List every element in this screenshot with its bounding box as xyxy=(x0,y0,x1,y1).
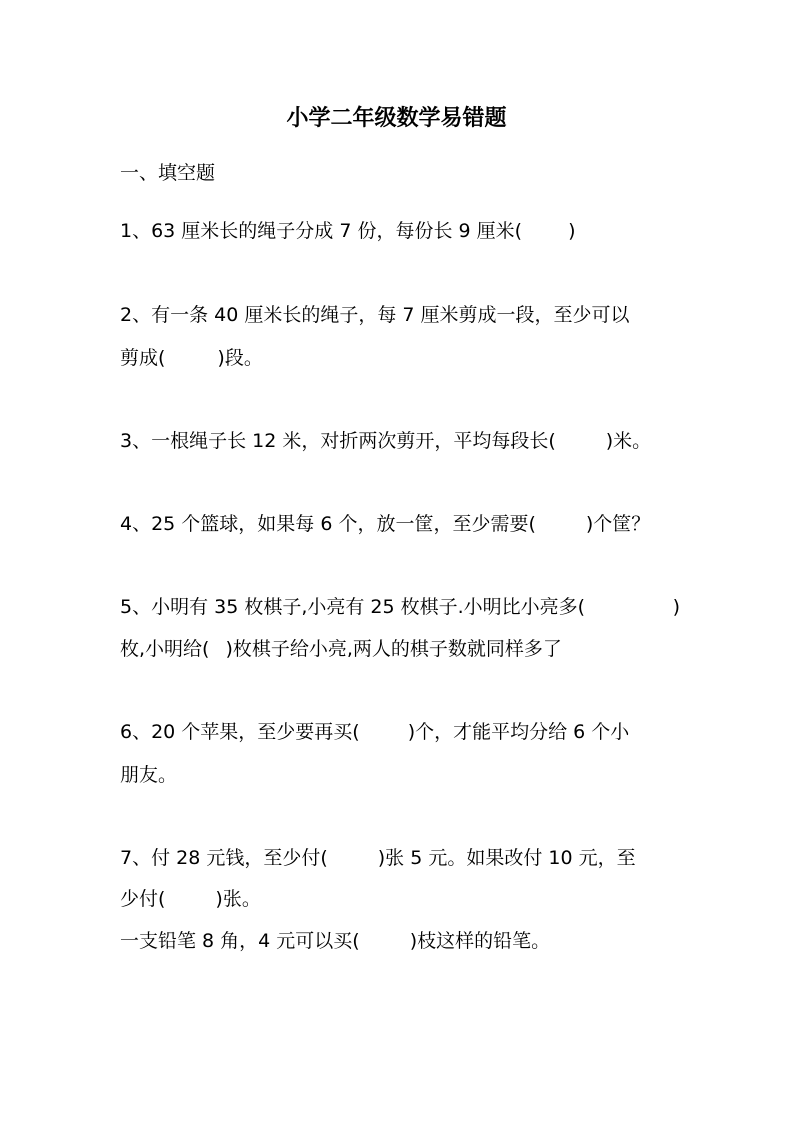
question-8-text-end: )枝这样的铅笔。 xyxy=(409,930,551,952)
page-title: 小学二年级数学易错题 xyxy=(286,106,507,131)
question-4 xyxy=(120,509,680,539)
question-1 xyxy=(120,216,680,246)
question-3-text-end: )米。 xyxy=(605,430,652,452)
question-7-text-2-end: )张。 xyxy=(215,888,261,910)
question-4-text-end: )个筐？ xyxy=(585,513,651,535)
question-7-text-2: 少付( xyxy=(120,888,166,910)
question-5-text-2-end: )枚棋子给小亮,两人的棋子数就同样多了 xyxy=(225,638,562,660)
question-1-text: 1、63 厘米长的绳子分成 7 份，每份长 9 厘米( xyxy=(120,220,523,242)
question-8 xyxy=(120,926,680,956)
question-6-line-1 xyxy=(120,717,680,747)
question-5-line-2 xyxy=(120,634,680,664)
question-2-line-2 xyxy=(120,343,680,373)
section-heading: 一、填空题 xyxy=(120,162,216,184)
question-7-line-1 xyxy=(120,843,680,873)
question-6-line-2: 朋友。 xyxy=(120,764,178,786)
question-2-text-end: )段。 xyxy=(217,347,263,369)
question-6-text: 6、20 个苹果，至少要再买( xyxy=(120,721,360,743)
question-7-text-end: )张 5 元。如果改付 10 元，至 xyxy=(377,847,636,869)
question-7-text: 7、付 28 元钱，至少付( xyxy=(120,847,328,869)
question-6-text-end: )个，才能平均分给 6 个小 xyxy=(407,721,630,743)
question-2-text: 剪成( xyxy=(120,347,166,369)
question-4-text: 4、25 个篮球，如果每 6 个，放一筐，至少需要( xyxy=(120,513,536,535)
question-3-text: 3、一根绳子长 12 米，对折两次剪开，平均每段长( xyxy=(120,430,556,452)
question-5-text-2: 枚,小明给( xyxy=(120,638,210,660)
question-3 xyxy=(120,426,680,456)
question-7-line-2 xyxy=(120,884,680,914)
question-2-line-1: 2、有一条 40 厘米长的绳子，每 7 厘米剪成一段，至少可以 xyxy=(120,304,630,326)
question-5-text: 5、小明有 35 枚棋子,小亮有 25 枚棋子.小明比小亮多( xyxy=(120,596,586,618)
question-1-text-end: ) xyxy=(568,220,576,242)
question-5-text-end: ) xyxy=(672,596,680,618)
question-5-line-1 xyxy=(120,592,680,622)
question-8-text: 一支铅笔 8 角，4 元可以买( xyxy=(120,930,360,952)
